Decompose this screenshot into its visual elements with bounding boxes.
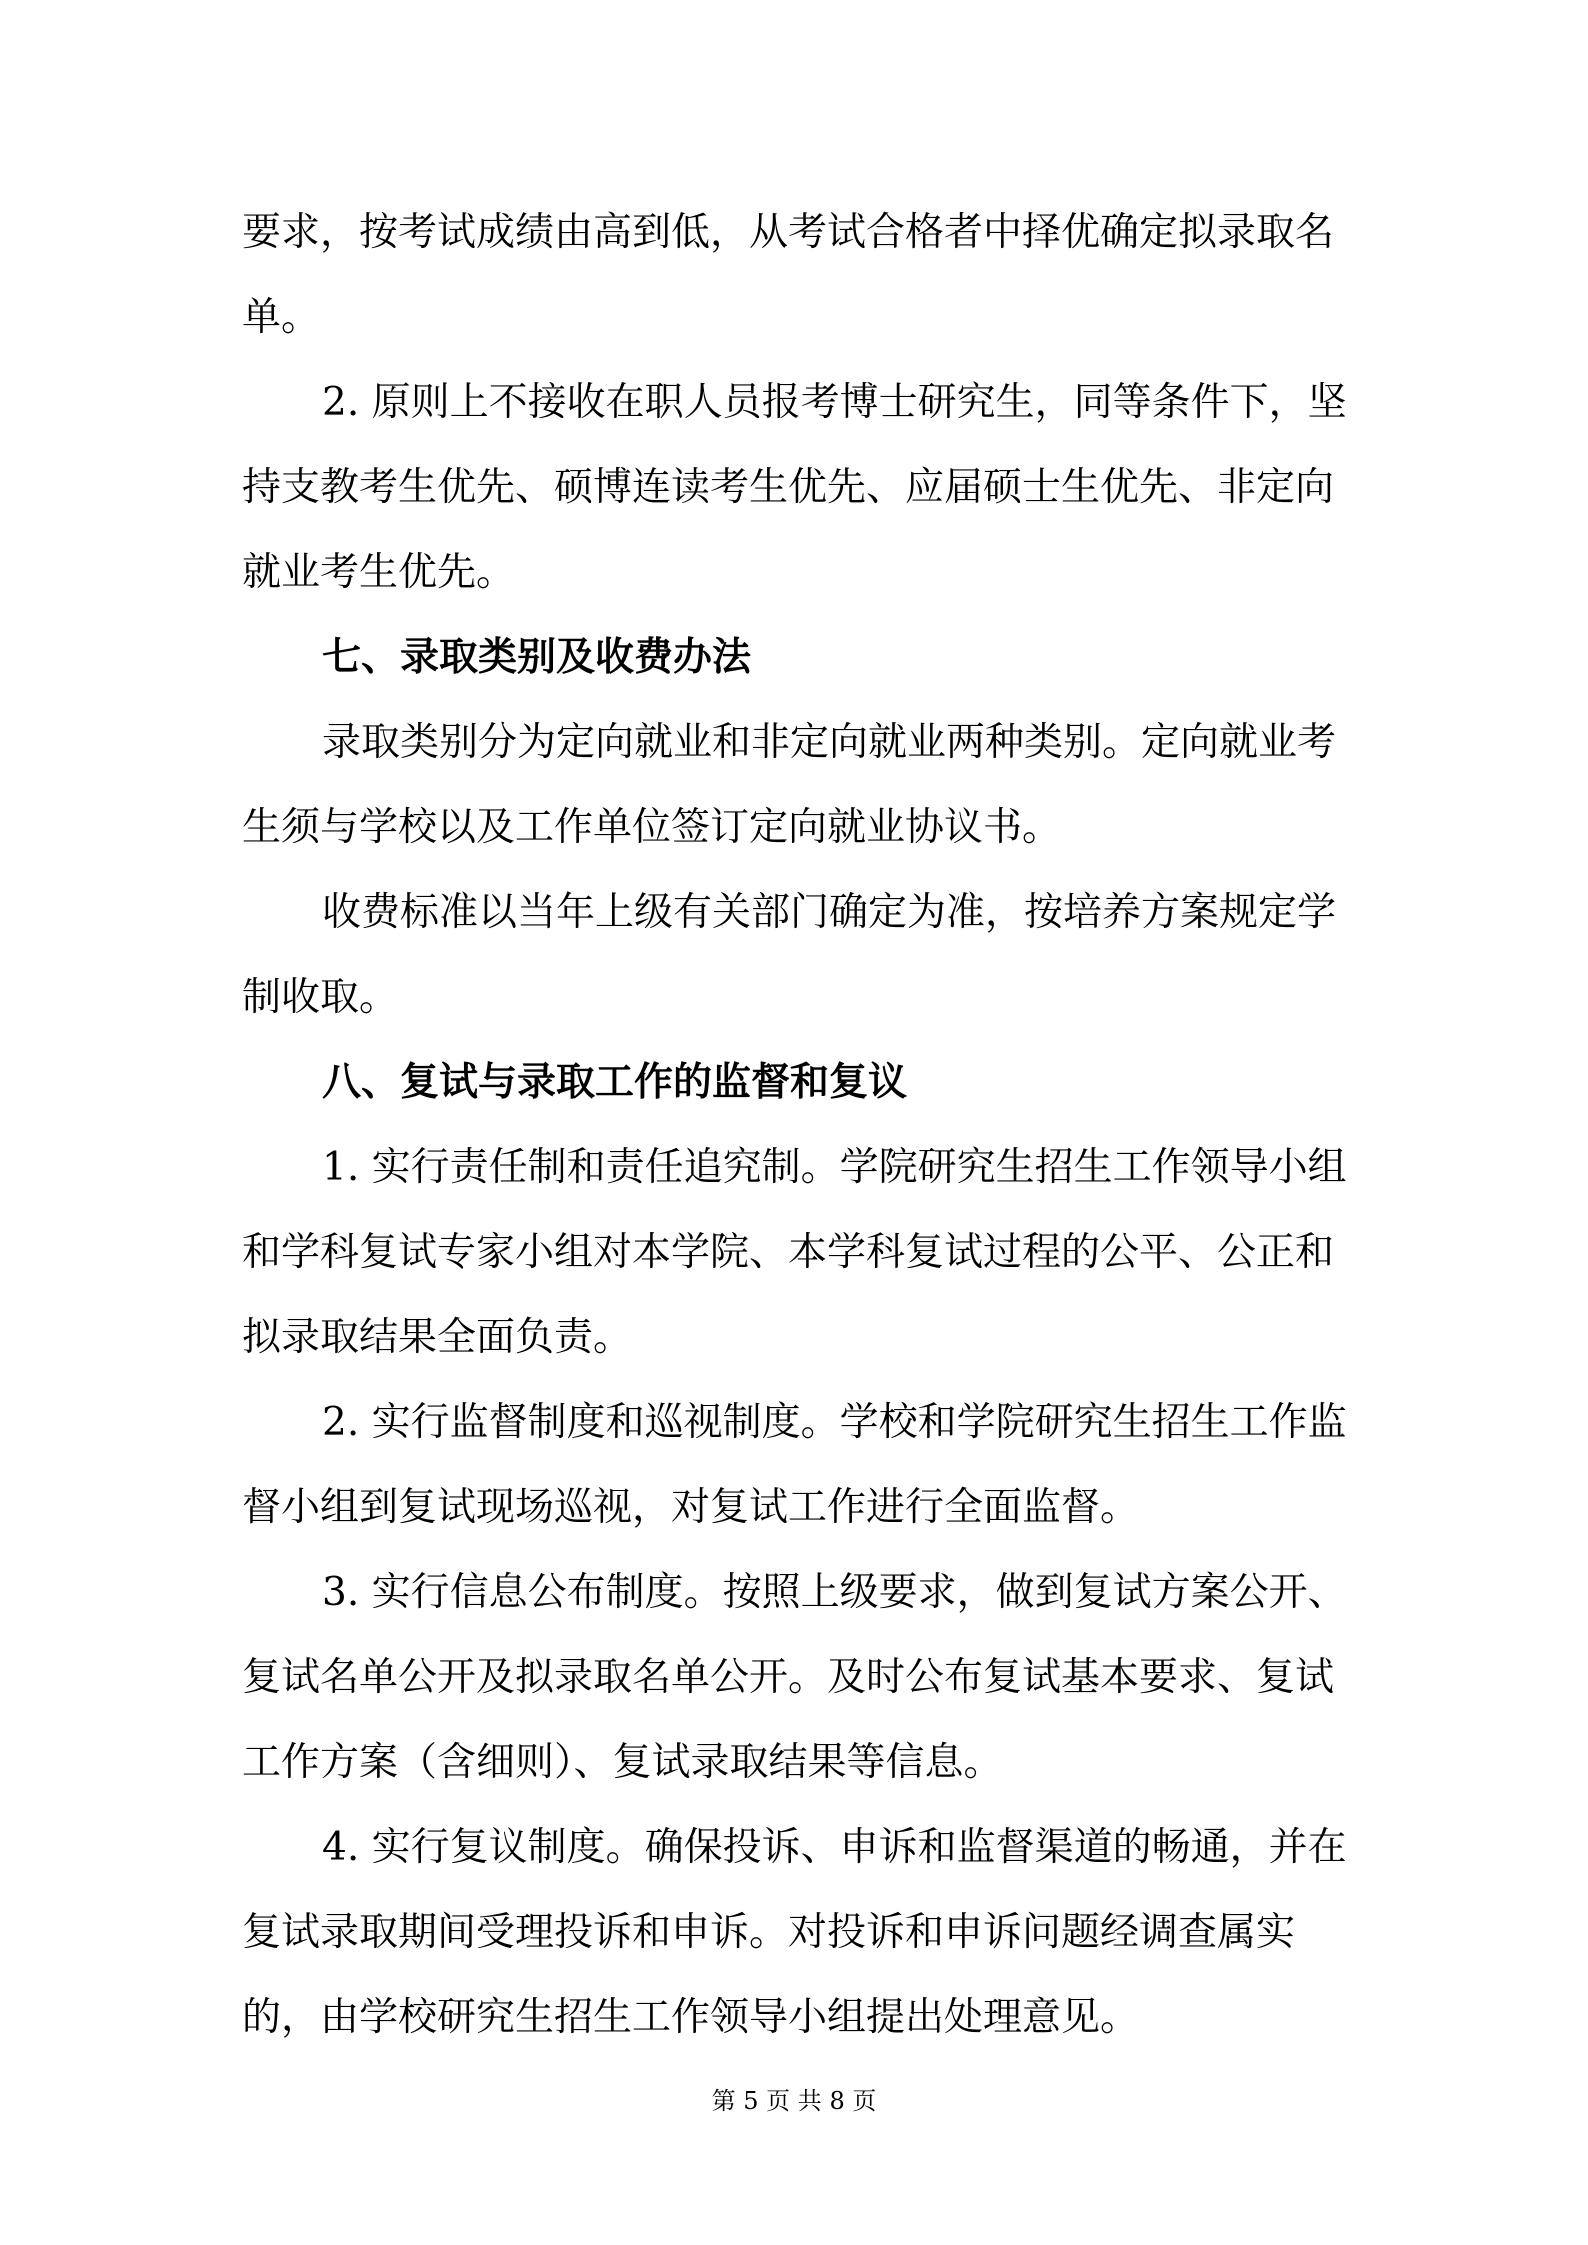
section-heading: 七、录取类别及收费办法	[322, 634, 752, 680]
body-line: 拟录取结果全面负责。	[242, 1315, 633, 1360]
body-line: 督小组到复试现场巡视，对复试工作进行全面监督。	[242, 1485, 1140, 1530]
body-line: 生须与学校以及工作单位签订定向就业协议书。	[242, 805, 1062, 850]
body-line: 2. 原则上不接收在职人员报考博士研究生，同等条件下，坚	[322, 380, 1347, 425]
body-line: 1. 实行责任制和责任追究制。学院研究生招生工作领导小组	[322, 1145, 1347, 1190]
body-line: 工作方案（含细则）、复试录取结果等信息。	[242, 1740, 1003, 1785]
body-line: 制收取。	[242, 975, 399, 1020]
body-line: 收费标准以当年上级有关部门确定为准，按培养方案规定学	[322, 890, 1337, 935]
page-footer: 第 5 页 共 8 页	[711, 2087, 877, 2115]
body-line: 的，由学校研究生招生工作领导小组提出处理意见。	[242, 1995, 1140, 2040]
body-line: 3. 实行信息公布制度。按照上级要求，做到复试方案公开、	[322, 1570, 1347, 1615]
body-line: 复试名单公开及拟录取名单公开。及时公布复试基本要求、复试	[242, 1655, 1335, 1700]
body-line: 复试录取期间受理投诉和申诉。对投诉和申诉问题经调查属实	[242, 1910, 1296, 1955]
body-line: 单。	[242, 295, 321, 340]
body-line: 4. 实行复议制度。确保投诉、申诉和监督渠道的畅通，并在	[322, 1825, 1347, 1870]
body-line: 和学科复试专家小组对本学院、本学科复试过程的公平、公正和	[242, 1230, 1335, 1275]
section-heading: 八、复试与录取工作的监督和复议	[322, 1059, 908, 1105]
body-line: 持支教考生优先、硕博连读考生优先、应届硕士生优先、非定向	[242, 465, 1335, 510]
body-line: 就业考生优先。	[242, 550, 516, 595]
document-body	[242, 190, 1354, 2060]
body-line: 2. 实行监督制度和巡视制度。学校和学院研究生招生工作监	[322, 1400, 1347, 1445]
body-line: 要求，按考试成绩由高到低，从考试合格者中择优确定拟录取名	[242, 210, 1335, 255]
body-line: 录取类别分为定向就业和非定向就业两种类别。定向就业考	[322, 720, 1337, 765]
